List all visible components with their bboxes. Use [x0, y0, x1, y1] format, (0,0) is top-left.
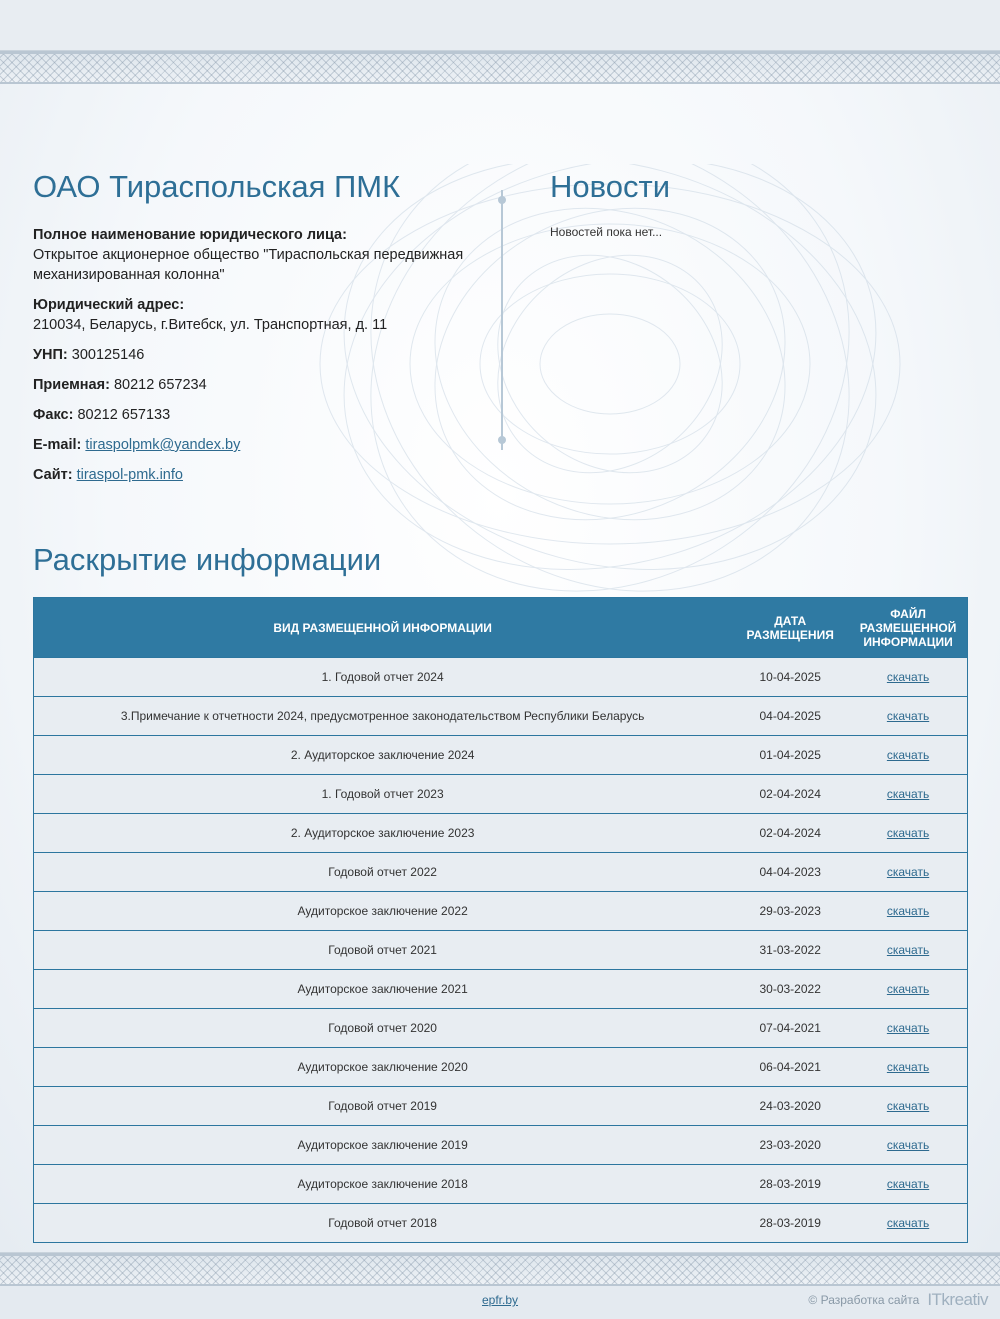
table-row — [34, 736, 967, 775]
company-title: ОАО Тираспольская ПМК — [33, 169, 401, 204]
news-section — [550, 169, 950, 239]
legal-name-label: Полное наименование юридического лица: — [33, 227, 347, 243]
row-info-name: 3.Примечание к отчетности 2024, предусмотренное законодательством Республики Беларусь — [34, 697, 731, 736]
fax-block — [33, 405, 493, 425]
row-date: 06-04-2021 — [731, 1048, 849, 1087]
address-value: 210034, Беларусь, г.Витебск, ул. Транспортная, д. 11 — [33, 317, 388, 333]
row-info-name: Годовой отчет 2018 — [34, 1204, 731, 1243]
column-divider — [501, 190, 503, 450]
footer-link[interactable]: epfr.by — [482, 1293, 519, 1307]
fax-value: 80212 657133 — [77, 407, 171, 423]
developer-credit — [808, 1290, 988, 1310]
row-file-cell — [849, 1048, 967, 1087]
download-link[interactable]: скачать — [886, 709, 930, 723]
reception-value: 80212 657234 — [113, 377, 207, 393]
header-file: ФАЙЛ РАЗМЕЩЕННОЙ ИНФОРМАЦИИ — [849, 598, 967, 658]
row-date: 02-04-2024 — [731, 775, 849, 814]
row-info-name: 1. Годовой отчет 2024 — [34, 658, 731, 697]
table-row — [34, 892, 967, 931]
table-row — [34, 970, 967, 1009]
reception-block — [33, 375, 493, 395]
row-info-name: Годовой отчет 2022 — [34, 853, 731, 892]
row-info-name: 1. Годовой отчет 2023 — [34, 775, 731, 814]
table-header-row — [34, 598, 967, 658]
download-link[interactable]: скачать — [886, 1060, 930, 1074]
row-info-name: Аудиторское заключение 2021 — [34, 970, 731, 1009]
row-file-cell — [849, 853, 967, 892]
top-ornament-border — [0, 50, 1000, 86]
site-link[interactable]: tiraspol-pmk.info — [76, 467, 183, 483]
table-row — [34, 1204, 967, 1243]
table-row — [34, 697, 967, 736]
row-date: 29-03-2023 — [731, 892, 849, 931]
download-link[interactable]: скачать — [886, 865, 930, 879]
disclosure-table — [34, 598, 967, 1242]
row-file-cell — [849, 1009, 967, 1048]
email-label: E-mail: — [33, 437, 82, 453]
row-info-name: Аудиторское заключение 2019 — [34, 1126, 731, 1165]
row-date: 10-04-2025 — [731, 658, 849, 697]
legal-name-value: Открытое акционерное общество "Тираспольская передвижная механизированная колонна" — [33, 247, 464, 283]
row-file-cell — [849, 775, 967, 814]
table-row — [34, 1165, 967, 1204]
row-date: 30-03-2022 — [731, 970, 849, 1009]
table-row — [34, 814, 967, 853]
table-row — [34, 1126, 967, 1165]
download-link[interactable]: скачать — [886, 1099, 930, 1113]
row-info-name: Аудиторское заключение 2018 — [34, 1165, 731, 1204]
download-link[interactable]: скачать — [886, 826, 930, 840]
table-row — [34, 853, 967, 892]
fax-label: Факс: — [33, 407, 74, 423]
table-row — [34, 658, 967, 697]
table-row — [34, 775, 967, 814]
row-file-cell — [849, 1204, 967, 1243]
row-file-cell — [849, 931, 967, 970]
row-info-name: Годовой отчет 2019 — [34, 1087, 731, 1126]
row-file-cell — [849, 736, 967, 775]
disclosure-title: Раскрытие информации — [33, 542, 382, 577]
row-file-cell — [849, 892, 967, 931]
row-date: 04-04-2025 — [731, 697, 849, 736]
site-label: Сайт: — [33, 467, 73, 483]
row-info-name: Годовой отчет 2020 — [34, 1009, 731, 1048]
row-info-name: Годовой отчет 2021 — [34, 931, 731, 970]
news-title: Новости — [550, 169, 671, 204]
row-date: 01-04-2025 — [731, 736, 849, 775]
row-file-cell — [849, 1165, 967, 1204]
table-row — [34, 1087, 967, 1126]
row-info-name: Аудиторское заключение 2022 — [34, 892, 731, 931]
header-info-type: ВИД РАЗМЕЩЕННОЙ ИНФОРМАЦИИ — [34, 598, 731, 658]
table-row — [34, 931, 967, 970]
table-body — [34, 658, 967, 1243]
row-date: 07-04-2021 — [731, 1009, 849, 1048]
row-date: 02-04-2024 — [731, 814, 849, 853]
unp-value: 300125146 — [71, 347, 145, 363]
download-link[interactable]: скачать — [886, 1216, 930, 1230]
row-info-name: 2. Аудиторское заключение 2023 — [34, 814, 731, 853]
legal-name-block — [33, 225, 493, 285]
top-bar — [0, 0, 1000, 50]
download-link[interactable]: скачать — [886, 1138, 930, 1152]
row-file-cell — [849, 658, 967, 697]
header-date: ДАТА РАЗМЕЩЕНИЯ — [731, 598, 849, 658]
unp-block — [33, 345, 493, 365]
download-link[interactable]: скачать — [886, 904, 930, 918]
row-file-cell — [849, 814, 967, 853]
row-file-cell — [849, 697, 967, 736]
site-block — [33, 465, 493, 485]
credit-text: © Разработка сайта — [808, 1293, 920, 1307]
news-empty-text: Новостей пока нет... — [550, 225, 663, 239]
row-file-cell — [849, 970, 967, 1009]
unp-label: УНП: — [33, 347, 68, 363]
download-link[interactable]: скачать — [886, 787, 930, 801]
row-date: 24-03-2020 — [731, 1087, 849, 1126]
row-file-cell — [849, 1126, 967, 1165]
row-file-cell — [849, 1087, 967, 1126]
address-block — [33, 295, 493, 335]
address-label: Юридический адрес: — [33, 297, 185, 313]
table-row — [34, 1048, 967, 1087]
table-row — [34, 1009, 967, 1048]
email-block — [33, 435, 493, 455]
row-info-name: Аудиторское заключение 2020 — [34, 1048, 731, 1087]
email-link[interactable]: tiraspolpmk@yandex.by — [85, 437, 241, 453]
disclosure-table-container — [33, 597, 968, 1243]
download-link[interactable]: скачать — [886, 1177, 930, 1191]
row-date: 04-04-2023 — [731, 853, 849, 892]
row-date: 28-03-2019 — [731, 1204, 849, 1243]
download-link[interactable]: скачать — [886, 982, 930, 996]
download-link[interactable]: скачать — [886, 1021, 930, 1035]
company-info-section — [33, 84, 493, 495]
download-link[interactable]: скачать — [886, 748, 930, 762]
itkreativ-logo[interactable]: ITkreativ — [927, 1290, 988, 1309]
download-link[interactable]: скачать — [886, 670, 930, 684]
footer — [0, 1286, 1000, 1319]
row-date: 28-03-2019 — [731, 1165, 849, 1204]
company-details — [33, 225, 493, 485]
reception-label: Приемная: — [33, 377, 110, 393]
download-link[interactable]: скачать — [886, 943, 930, 957]
row-date: 23-03-2020 — [731, 1126, 849, 1165]
bottom-ornament-border — [0, 1252, 1000, 1288]
row-date: 31-03-2022 — [731, 931, 849, 970]
row-info-name: 2. Аудиторское заключение 2024 — [34, 736, 731, 775]
